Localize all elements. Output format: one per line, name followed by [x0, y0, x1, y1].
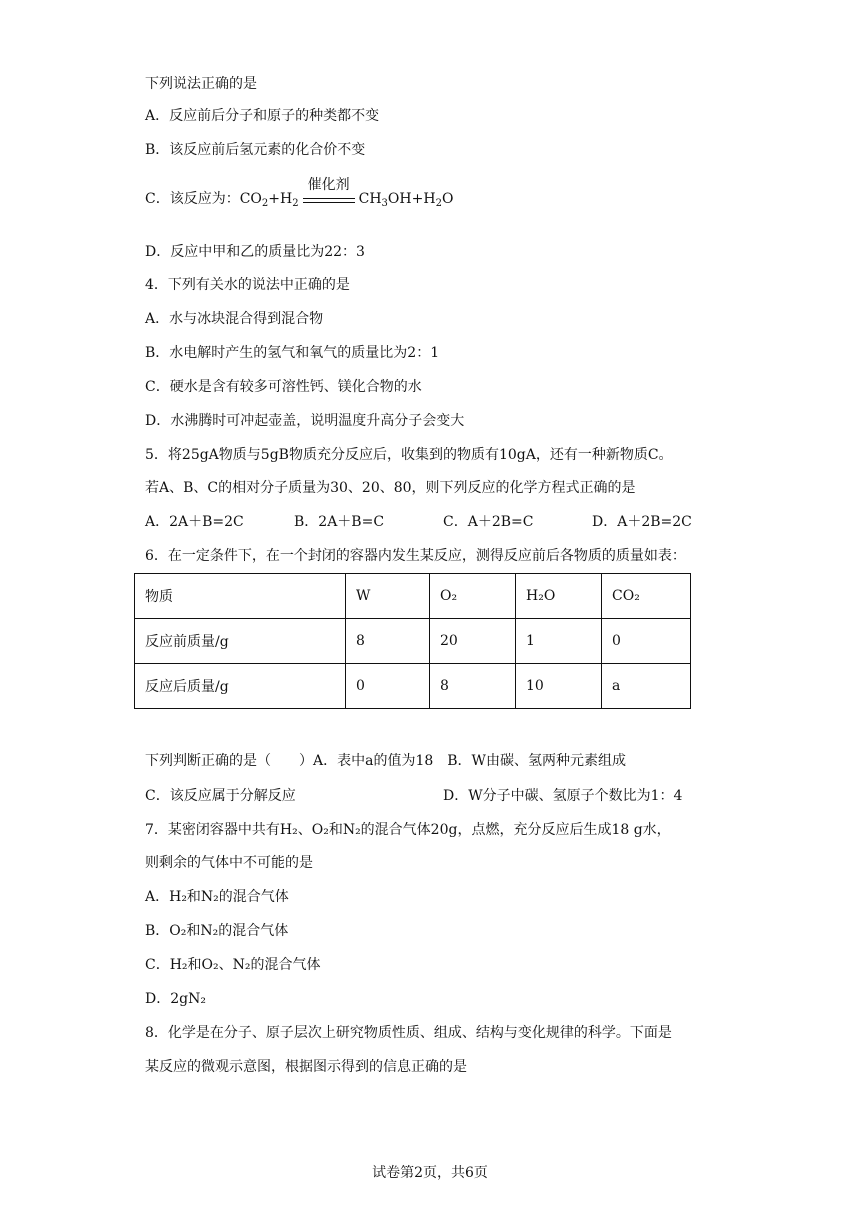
q5-option-b: B．2A＋B=C: [294, 514, 385, 530]
table-cell: 8: [346, 619, 430, 664]
q4-option-c: C．硬水是含有较多可溶性钙、镁化合物的水: [145, 379, 422, 395]
q7-option-d: D．2gN₂: [145, 991, 206, 1007]
q6-stem: 6．在一定条件下，在一个封闭的容器内发生某反应，测得反应前后各物质的质量如表：: [145, 548, 686, 564]
q3-option-c-prefix: C．该反应为：: [145, 191, 240, 207]
table-cell: 0: [346, 664, 430, 709]
q5-option-d: D．A＋2B=2C: [592, 514, 692, 530]
table-header-cell: H₂O: [516, 574, 602, 619]
page-footer: 试卷第2页，共6页: [372, 1165, 488, 1181]
q8-stem-line2: 某反应的微观示意图，根据图示得到的信息正确的是: [145, 1059, 467, 1075]
q6-option-d: D．W分子中碳、氢原子个数比为1：4: [443, 788, 683, 804]
q3-option-d: D．反应中甲和乙的质量比为22：3: [145, 244, 365, 260]
table-header-cell: O₂: [430, 574, 516, 619]
equation-products: $CH_3OH+H_2O$: [358, 191, 454, 209]
q7-option-a: A．H₂和N₂的混合气体: [145, 889, 289, 905]
equation-reactants: $CO_2+H_2$: [239, 191, 299, 209]
q4-stem: 4．下列有关水的说法中正确的是: [145, 277, 350, 293]
q8-stem-line1: 8．化学是在分子、原子层次上研究物质性质、组成、结构与变化规律的科学。下面是: [145, 1025, 672, 1041]
q3-option-a: A．反应前后分子和原子的种类都不变: [145, 108, 380, 124]
table-header-row: [135, 574, 691, 619]
table-cell: 10: [516, 664, 602, 709]
q5-stem-line1: 5．将25gA物质与5gB物质充分反应后，收集到的物质有10gA，还有一种新物质C。: [145, 447, 673, 463]
table-cell: 反应前质量/g: [135, 619, 346, 664]
q6-option-c: C．该反应属于分解反应: [145, 788, 296, 804]
q6-line1: 下列判断正确的是（ ）A．表中a的值为18 B．W由碳、氢两种元素组成: [145, 753, 626, 769]
mass-table: [134, 573, 691, 709]
catalyst-label: 催化剂: [307, 177, 350, 193]
table-header-cell: W: [346, 574, 430, 619]
q7-stem-line2: 则剩余的气体中不可能的是: [145, 855, 313, 871]
q7-option-b: B．O₂和N₂的混合气体: [145, 923, 289, 939]
table-row: [135, 664, 691, 709]
q5-option-a: A．2A＋B=2C: [145, 514, 244, 530]
q4-option-b: B．水电解时产生的氢气和氧气的质量比为2：1: [145, 345, 440, 361]
q7-option-c: C．H₂和O₂、N₂的混合气体: [145, 957, 321, 973]
q4-option-a: A．水与冰块混合得到混合物: [145, 311, 324, 327]
table-cell: a: [602, 664, 691, 709]
table-cell: 反应后质量/g: [135, 664, 346, 709]
q3-option-c: [145, 177, 454, 209]
table-header-cell: CO₂: [602, 574, 691, 619]
catalyst-arrow: [301, 177, 357, 209]
table-row: [135, 619, 691, 664]
q5-stem-line2: 若A、B、C的相对分子质量为30、20、80，则下列反应的化学方程式正确的是: [145, 480, 636, 496]
table-header-cell: 物质: [135, 574, 346, 619]
q3-option-b: B．该反应前后氢元素的化合价不变: [145, 142, 366, 158]
q5-option-c: C．A＋2B=C: [443, 514, 534, 530]
table-cell: 8: [430, 664, 516, 709]
q7-stem-line1: 7．某密闭容器中共有H₂、O₂和N₂的混合气体20g，点燃，充分反应后生成18 g水，: [145, 822, 671, 838]
q4-option-d: D．水沸腾时可冲起壶盖，说明温度升高分子会变大: [145, 413, 465, 429]
q3-stem: 下列说法正确的是: [145, 76, 257, 92]
table-cell: 1: [516, 619, 602, 664]
table-cell: 0: [602, 619, 691, 664]
table-cell: 20: [430, 619, 516, 664]
